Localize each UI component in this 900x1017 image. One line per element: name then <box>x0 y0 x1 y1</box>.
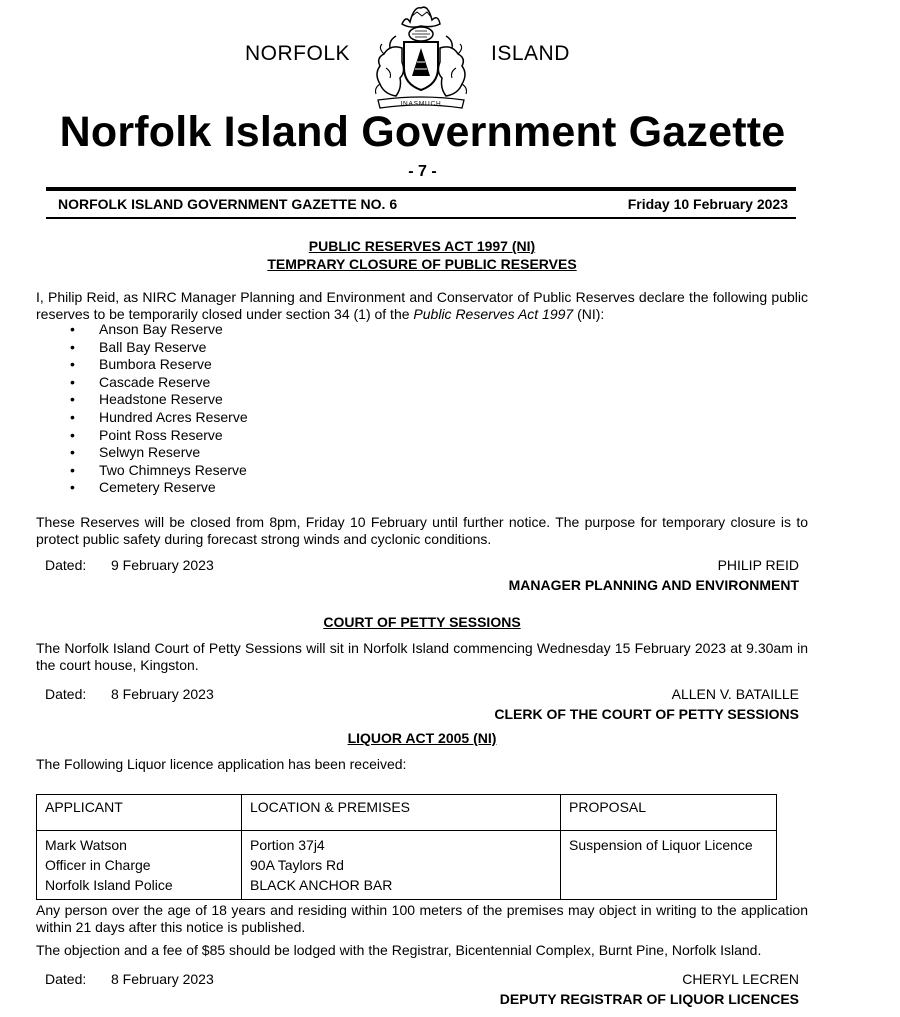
court-dated <box>45 686 214 702</box>
dated-label: Dated: <box>45 557 87 573</box>
list-item: • Two Chimneys Reserve <box>36 462 248 480</box>
page-number: - 7 - <box>408 163 437 180</box>
list-item: • Bumbora Reserve <box>36 356 248 374</box>
reserves-heading-act: PUBLIC RESERVES ACT 1997 (NI) <box>308 238 536 254</box>
location-line: BLACK ANCHOR BAR <box>250 877 393 893</box>
svg-text:INASMUCH: INASMUCH <box>400 100 442 108</box>
reserves-signatory-name: PHILIP REID <box>717 557 799 573</box>
liquor-signatory-name: CHERYL LECREN <box>682 971 799 987</box>
column-header-proposal: PROPOSAL <box>561 795 777 831</box>
liquor-heading: LIQUOR ACT 2005 (NI) <box>347 730 497 746</box>
reserves-intro-part1: I, Philip Reid, as NIRC Manager Planning and Environment and Conservator of Public Reserves declare the following public reserves to be temporarily closed under section 34 (1) of the <box>36 289 808 322</box>
reserves-intro <box>36 289 808 323</box>
list-item: • Headstone Reserve <box>36 391 248 409</box>
coat-of-arms-crest-icon <box>362 2 480 110</box>
licence-application-table <box>36 794 777 900</box>
list-item: • Ball Bay Reserve <box>36 339 248 357</box>
dated-value: 8 February 2023 <box>111 971 214 987</box>
table-row <box>37 831 777 900</box>
reserves-list <box>36 321 248 497</box>
proposal-cell <box>561 831 777 900</box>
dated-label: Dated: <box>45 971 87 987</box>
proposal-line: Suspension of Liquor Licence <box>569 837 753 853</box>
dated-value: 8 February 2023 <box>111 686 214 702</box>
table-header-row <box>37 795 777 831</box>
liquor-objection-text: Any person over the age of 18 years and residing within 100 meters of the premises may object in writing to the application within 21 days after this notice is published. <box>36 902 808 935</box>
reserves-signatory-title: MANAGER PLANNING AND ENVIRONMENT <box>508 577 799 593</box>
court-heading: COURT OF PETTY SESSIONS <box>323 614 521 630</box>
liquor-fee-text: The objection and a fee of $85 should be lodged with the Registrar, Bicentennial Complex, Burnt Pine, Norfolk Island. <box>36 942 762 958</box>
liquor-signatory-title: DEPUTY REGISTRAR OF LIQUOR LICENCES <box>499 991 799 1007</box>
location-cell <box>242 831 561 900</box>
reserves-intro-act: Public Reserves Act 1997 <box>413 306 574 322</box>
liquor-intro: The Following Liquor licence application has been received: <box>36 756 407 772</box>
applicant-cell <box>37 831 242 900</box>
applicant-line: Officer in Charge <box>45 857 151 873</box>
header-rule-top <box>46 187 796 191</box>
gazette-title: Norfolk Island Government Gazette <box>59 108 786 156</box>
list-item: • Selwyn Reserve <box>36 444 248 462</box>
issue-date: Friday 10 February 2023 <box>627 196 788 212</box>
column-header-applicant: APPLICANT <box>37 795 242 831</box>
liquor-dated <box>45 971 214 987</box>
list-item: • Anson Bay Reserve <box>36 321 248 339</box>
location-line: 90A Taylors Rd <box>250 857 344 873</box>
dated-label: Dated: <box>45 686 87 702</box>
court-signatory-name: ALLEN V. BATAILLE <box>671 686 799 702</box>
masthead-island: ISLAND <box>491 42 570 65</box>
court-text: The Norfolk Island Court of Petty Sessions will sit in Norfolk Island commencing Wednesday 15 February 2023 at 9.30am in the court house, Kingston. <box>36 640 808 673</box>
issue-number: NORFOLK ISLAND GOVERNMENT GAZETTE NO. 6 <box>58 196 398 212</box>
reserves-dated <box>45 557 214 573</box>
header-rule-bottom <box>46 217 796 219</box>
masthead-norfolk: NORFOLK <box>245 42 351 65</box>
column-header-location: LOCATION & PREMISES <box>242 795 561 831</box>
applicant-line: Norfolk Island Police <box>45 877 173 893</box>
list-item: • Point Ross Reserve <box>36 427 248 445</box>
court-signatory-title: CLERK OF THE COURT OF PETTY SESSIONS <box>494 706 799 722</box>
list-item: • Hundred Acres Reserve <box>36 409 248 427</box>
applicant-line: Mark Watson <box>45 837 127 853</box>
issue-bar <box>58 196 788 212</box>
dated-value: 9 February 2023 <box>111 557 214 573</box>
reserves-closure-text: These Reserves will be closed from 8pm, Friday 10 February until further notice. The purpose for temporary closure is to protect public safety during forecast strong winds and cyclonic conditions. <box>36 514 808 547</box>
list-item: • Cemetery Reserve <box>36 479 248 497</box>
location-line: Portion 37j4 <box>250 837 325 853</box>
reserves-heading-closure: TEMPRARY CLOSURE OF PUBLIC RESERVES <box>267 256 577 272</box>
reserves-intro-part2: (NI): <box>573 306 605 322</box>
list-item: • Cascade Reserve <box>36 374 248 392</box>
